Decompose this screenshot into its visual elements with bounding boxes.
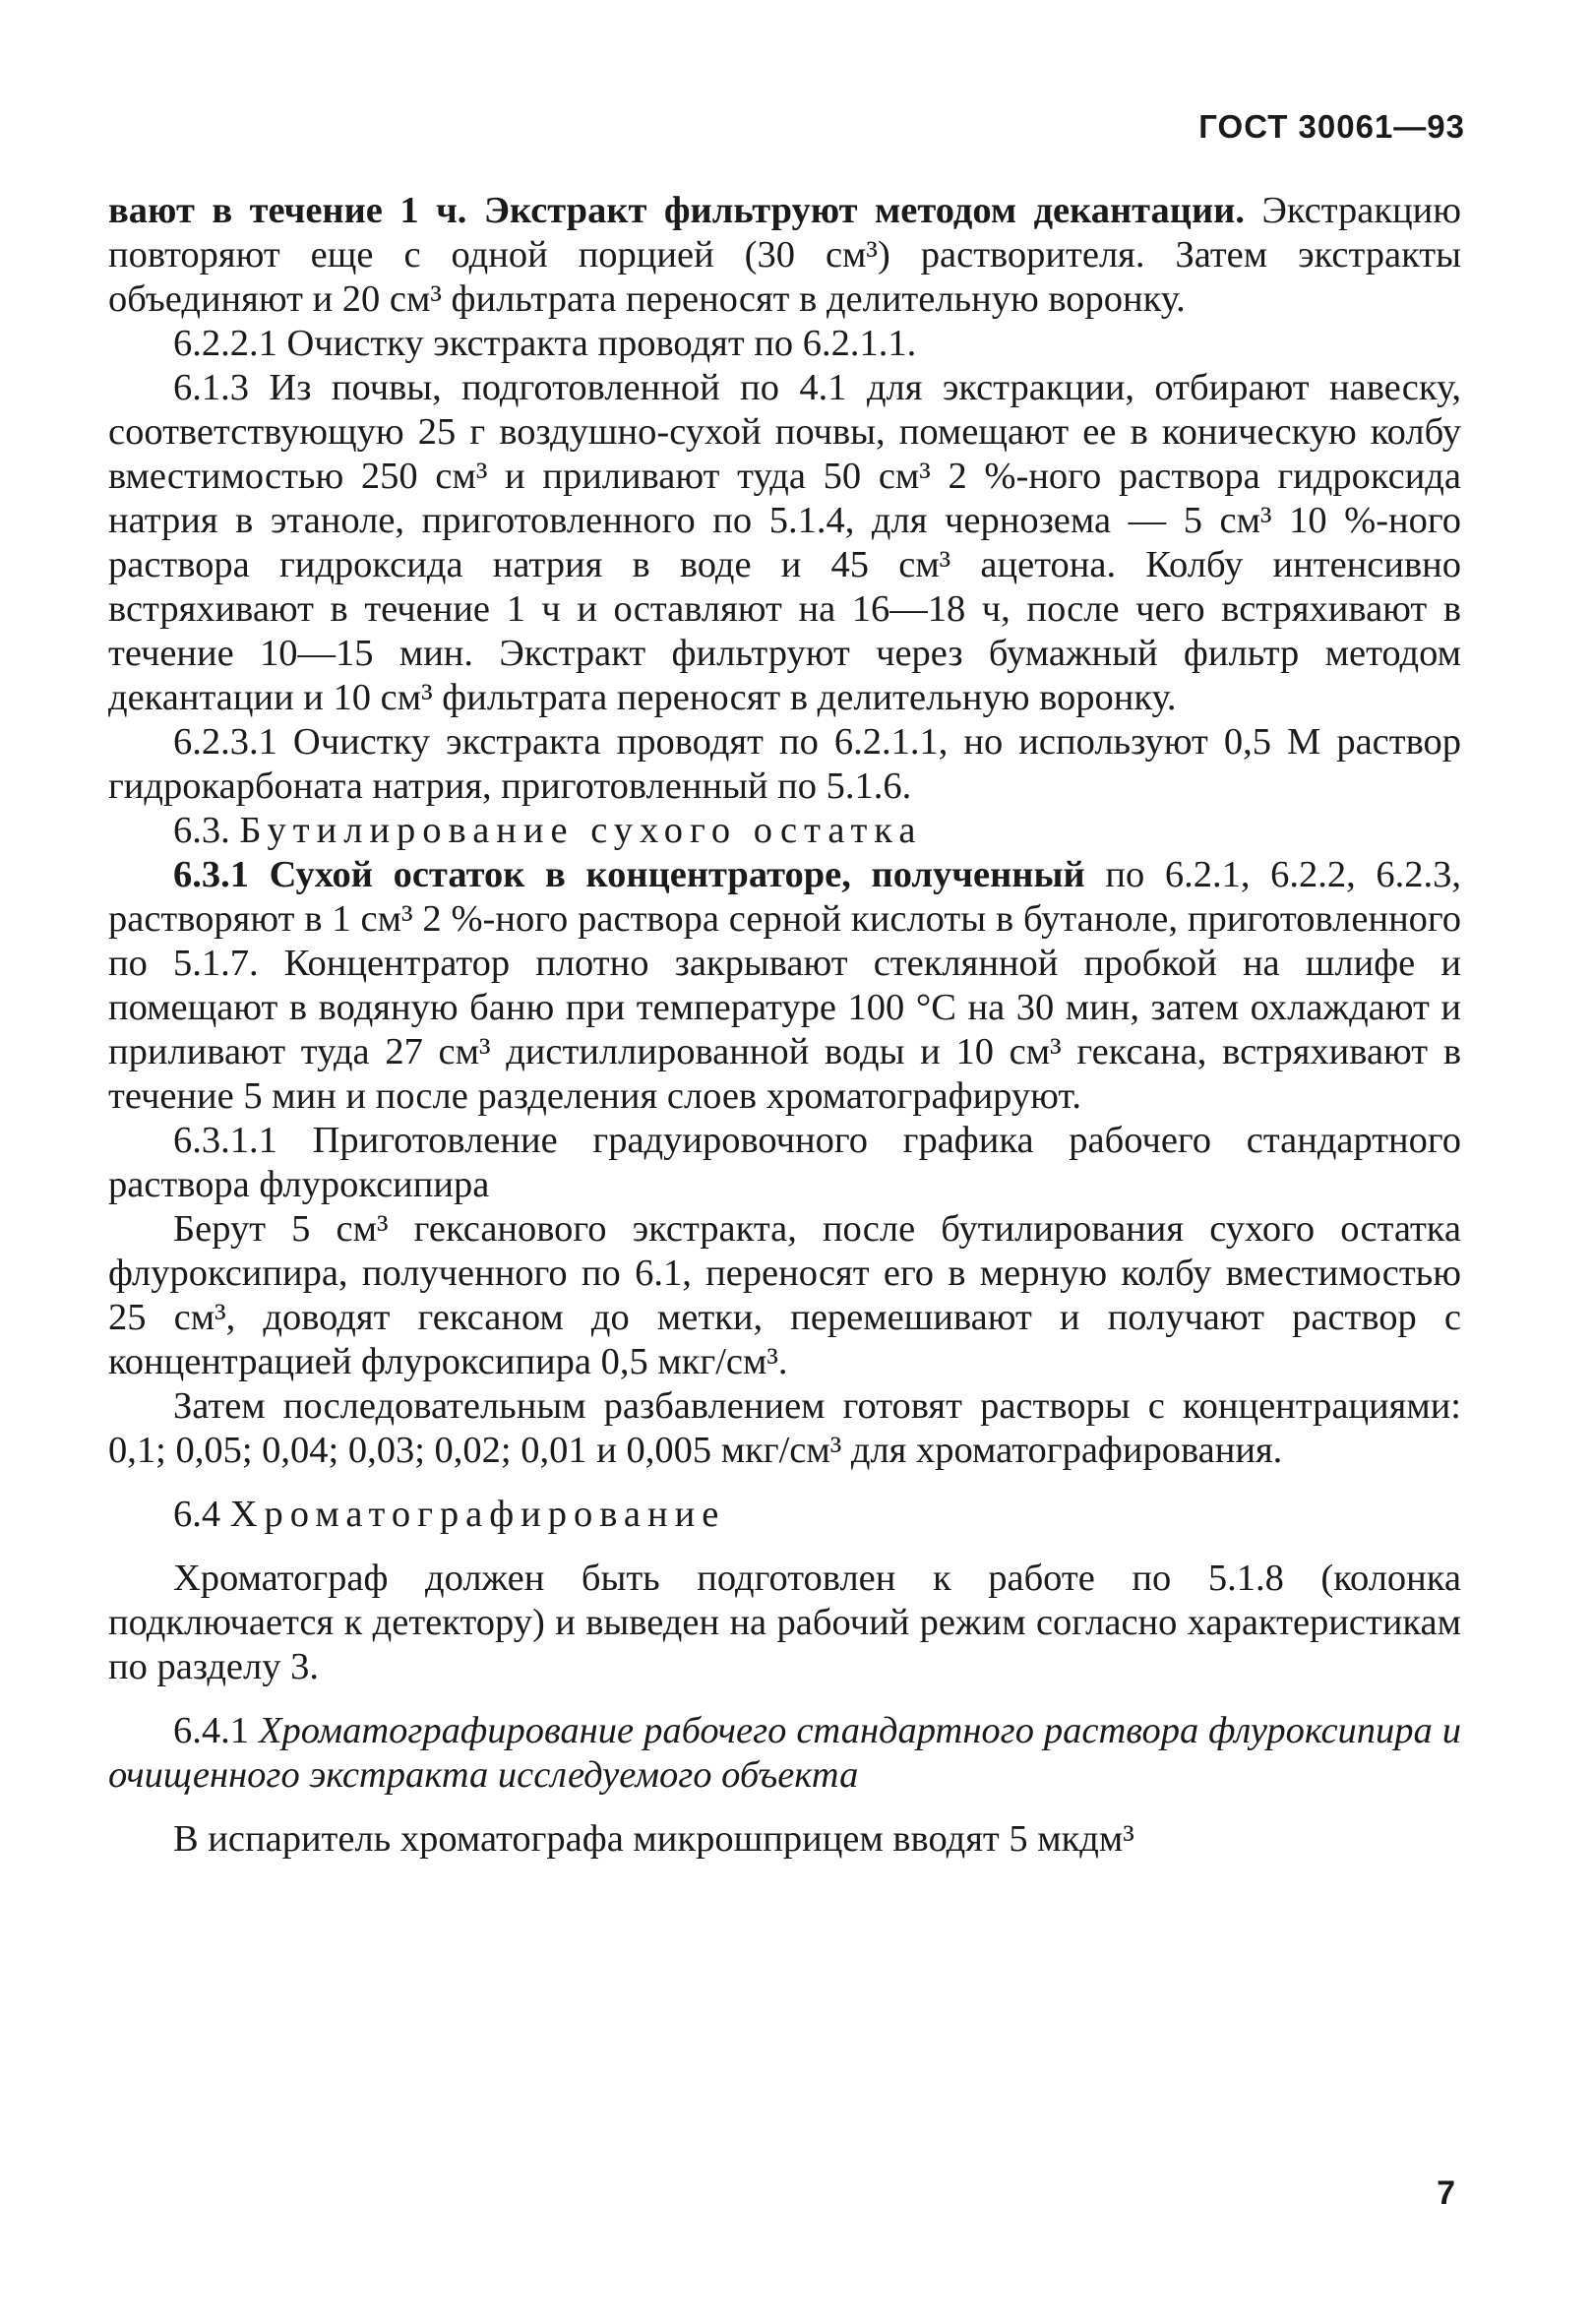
page-number: 7 bbox=[1437, 2174, 1455, 2212]
section-heading-6-3 bbox=[108, 809, 1461, 853]
section-number: 6.4 bbox=[173, 1494, 221, 1535]
paragraph-6-3-1-1: 6.3.1.1 Приготовление градуировочного графика рабочего стандартного раствора флуроксипира bbox=[108, 1120, 1461, 1205]
paragraph-dilution: Затем последовательным разбавлением готовят растворы с концентрациями: 0,1; 0,05; 0,04; 0,03; 0,02; 0,01 и 0,005 мкг/см³ для хроматографирования. bbox=[108, 1385, 1461, 1471]
paragraph-6-4-1 bbox=[108, 1709, 1461, 1798]
paragraph-text: по 6.2.1, 6.2.2, 6.2.3, растворяют в 1 см³ 2 %-ного раствора серной кислоты в бутаноле, приготовленного по 5.1.7. Концентратор плотно закрывают стеклянной пробкой на шлифе и помещают в водяную баню при температуре 100 °С на 30 мин, затем охлаждают и приливают туда 27 см³ дистиллированной воды и 10 см³ гексана, встряхивают в течение 5 мин и после разделения слоев хроматографируют. bbox=[108, 854, 1462, 1117]
section-number: 6.4.1 bbox=[173, 1710, 249, 1751]
paragraph-chromatograph-prep: Хроматограф должен быть подготовлен к работе по 5.1.8 (колонка подключается к детектору) и выведен на рабочий режим согласно характеристикам по разделу 3. bbox=[108, 1558, 1461, 1687]
section-title: Бутилирование сухого остатка bbox=[239, 810, 923, 851]
document-body bbox=[108, 189, 1461, 1862]
paragraph-injection: В испаритель хроматографа микрошприцем вводят 5 мкдм³ bbox=[173, 1818, 1134, 1860]
paragraph-6-1-3: 6.1.3 Из почвы, подготовленной по 4.1 для экстракции, отбирают навеску, соответствующую 25 г воздушно-сухой почвы, помещают ее в коническую колбу вместимостью 250 см³ и приливают туда 50 см³ 2 %-ного раствора гидроксида натрия в этаноле, приготовленного по 5.1.4, для чернозема — 5 см³ 10 %-ного раствора гидроксида натрия в воде и 45 см³ ацетона. Колбу интенсивно встряхивают в течение 1 ч и оставляют на 16—18 ч, после чего встряхивают в течение 10—15 мин. Экстракт фильтруют через бумажный фильтр методом декантации и 10 см³ фильтрата переносят в делительную воронку. bbox=[108, 367, 1461, 718]
section-number: 6.3. bbox=[173, 810, 230, 851]
document-code-header: ГОСТ 30061—93 bbox=[1198, 108, 1465, 145]
paragraph-text: Экстракцию повторяют еще с одной порцией (30 см³) растворителя. Затем экстракты объединяют и 20 см³ фильтрата переносят в делительную воронку. bbox=[108, 190, 1462, 320]
bold-text: вают в течение 1 ч. Экстракт фильтруют методом декантации. bbox=[108, 190, 1245, 231]
section-title: Хроматографирование bbox=[229, 1494, 726, 1535]
section-heading-6-4 bbox=[108, 1493, 1461, 1537]
italic-title: Хроматографирование рабочего стандартного раствора флуроксипира и очищенного экстракта исследуемого объекта bbox=[108, 1710, 1461, 1796]
paragraph-6-2-3-1: 6.2.3.1 Очистку экстракта проводят по 6.2.1.1, но используют 0,5 М раствор гидрокарбоната натрия, приготовленный по 5.1.6. bbox=[108, 721, 1461, 807]
paragraph-6-2-2-1: 6.2.2.1 Очистку экстракта проводят по 6.2.1.1. bbox=[173, 323, 917, 364]
bold-text: 6.3.1 Сухой остаток в концентраторе, полученный bbox=[173, 854, 1085, 895]
paragraph-6-3-1 bbox=[108, 853, 1461, 1119]
paragraph-take-extract: Берут 5 см³ гексанового экстракта, после бутилирования сухого остатка флуроксипира, полученного по 6.1, переносят его в мерную колбу вместимостью 25 см³, доводят гексаном до метки, перемешивают и получают раствор с концентрацией флуроксипира 0,5 мкг/см³. bbox=[108, 1208, 1461, 1382]
paragraph-continuation bbox=[108, 189, 1461, 322]
